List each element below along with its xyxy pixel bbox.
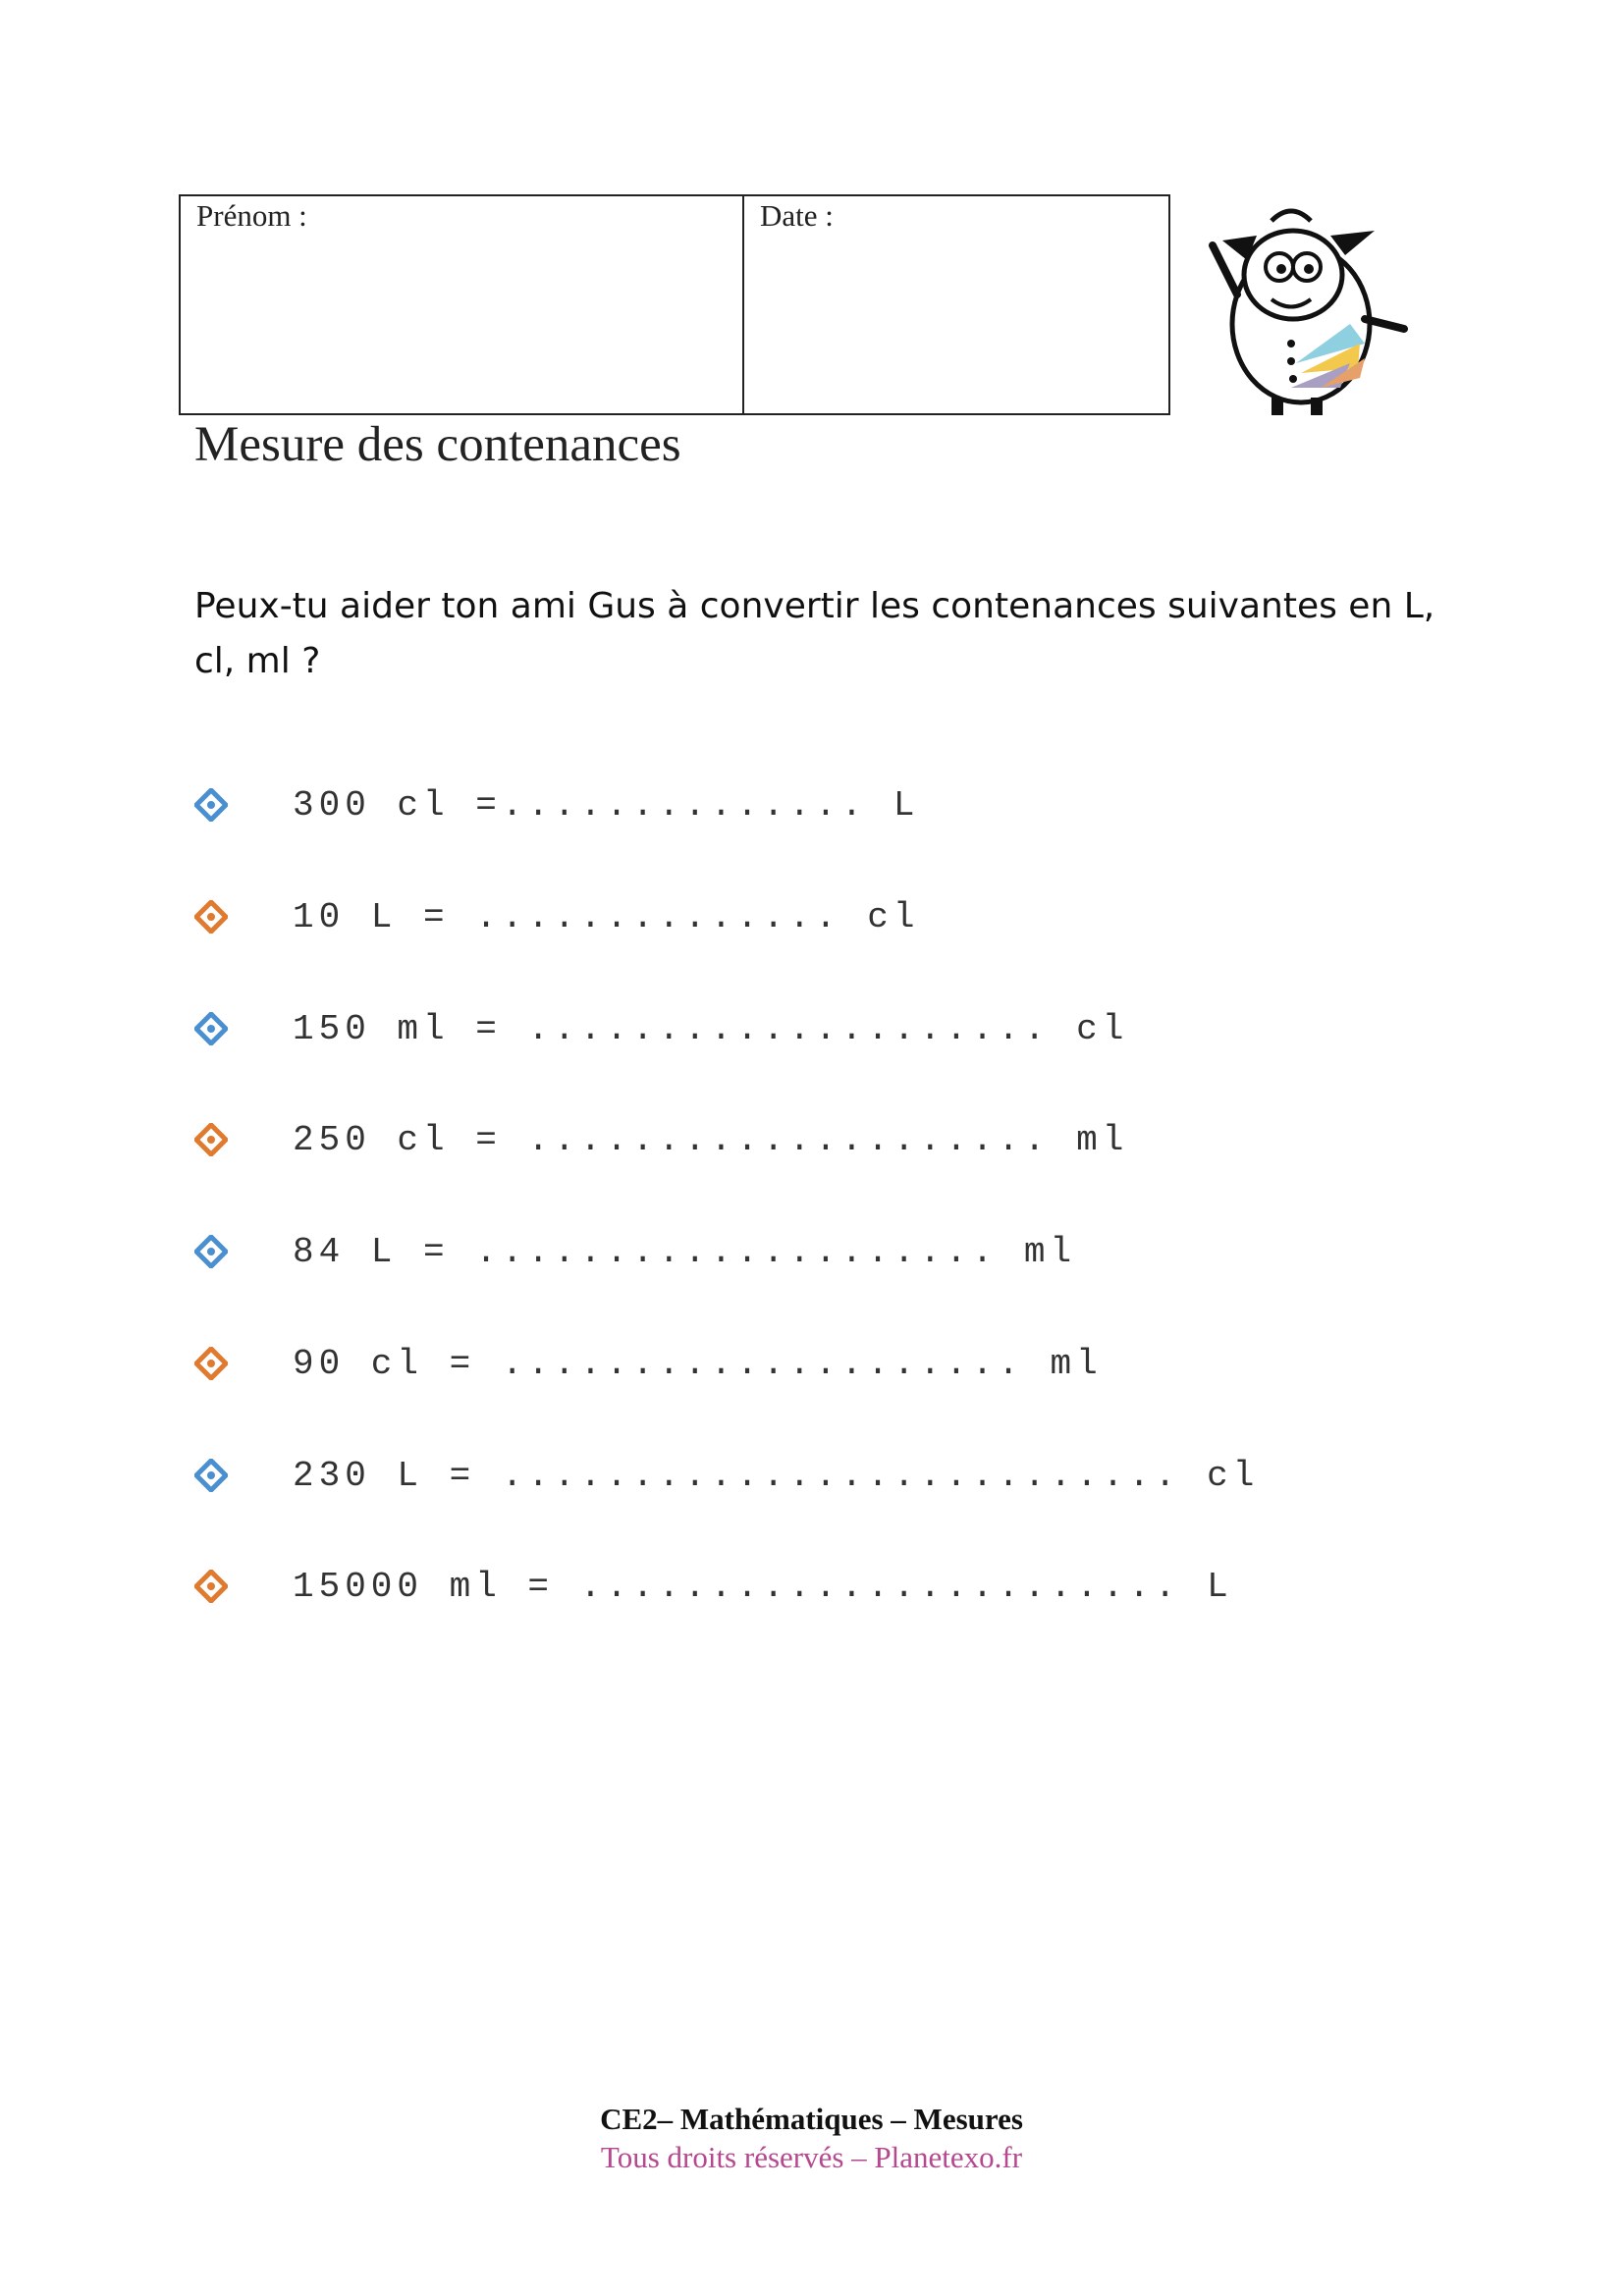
prenom-cell[interactable] <box>181 196 744 413</box>
exercise-item <box>194 775 919 834</box>
page-title: Mesure des contenances <box>194 417 681 472</box>
diamond-bullet-icon <box>194 1570 228 1603</box>
exercise-expression[interactable]: 10 L = .............. cl <box>293 896 920 937</box>
diamond-bullet-icon <box>194 1123 228 1156</box>
exercise-item <box>194 887 919 946</box>
footer-copyright: Tous droits réservés – Planetexo.fr <box>600 2140 1023 2174</box>
exercise-expression[interactable]: 90 cl = .................... ml <box>293 1343 1103 1384</box>
exercise-expression[interactable]: 300 cl =.............. L <box>293 784 920 826</box>
exercise-expression[interactable]: 250 cl = .................... ml <box>293 1119 1129 1160</box>
exercise-item <box>194 1334 1103 1393</box>
date-cell[interactable] <box>744 196 1168 413</box>
diamond-bullet-icon <box>194 900 228 934</box>
diamond-bullet-icon <box>194 1235 228 1268</box>
footer-course-title: CE2– Mathématiques – Mesures <box>600 2102 1023 2136</box>
exercise-expression[interactable]: 15000 ml = ....................... L <box>293 1566 1233 1607</box>
exercise-item <box>194 1557 1233 1616</box>
diamond-bullet-icon <box>194 1459 228 1492</box>
exercise-item <box>194 1446 1259 1505</box>
exercise-expression[interactable]: 230 L = .......................... cl <box>293 1455 1260 1496</box>
exercise-expression[interactable]: 84 L = .................... ml <box>293 1231 1077 1272</box>
name-date-table <box>179 194 1170 415</box>
exercise-item <box>194 999 1128 1058</box>
date-label: Date : <box>760 198 834 233</box>
instruction-text: Peux-tu aider ton ami Gus à convertir les contenances suivantes en L, cl, ml ? <box>194 586 1435 681</box>
diamond-bullet-icon <box>194 1347 228 1380</box>
prenom-label: Prénom : <box>196 198 307 233</box>
exercise-item <box>194 1222 1076 1281</box>
sheep-mascot-icon <box>1203 196 1414 417</box>
exercise-expression[interactable]: 150 ml = .................... cl <box>293 1008 1129 1049</box>
diamond-bullet-icon <box>194 788 228 822</box>
exercise-item <box>194 1110 1128 1169</box>
diamond-bullet-icon <box>194 1012 228 1045</box>
